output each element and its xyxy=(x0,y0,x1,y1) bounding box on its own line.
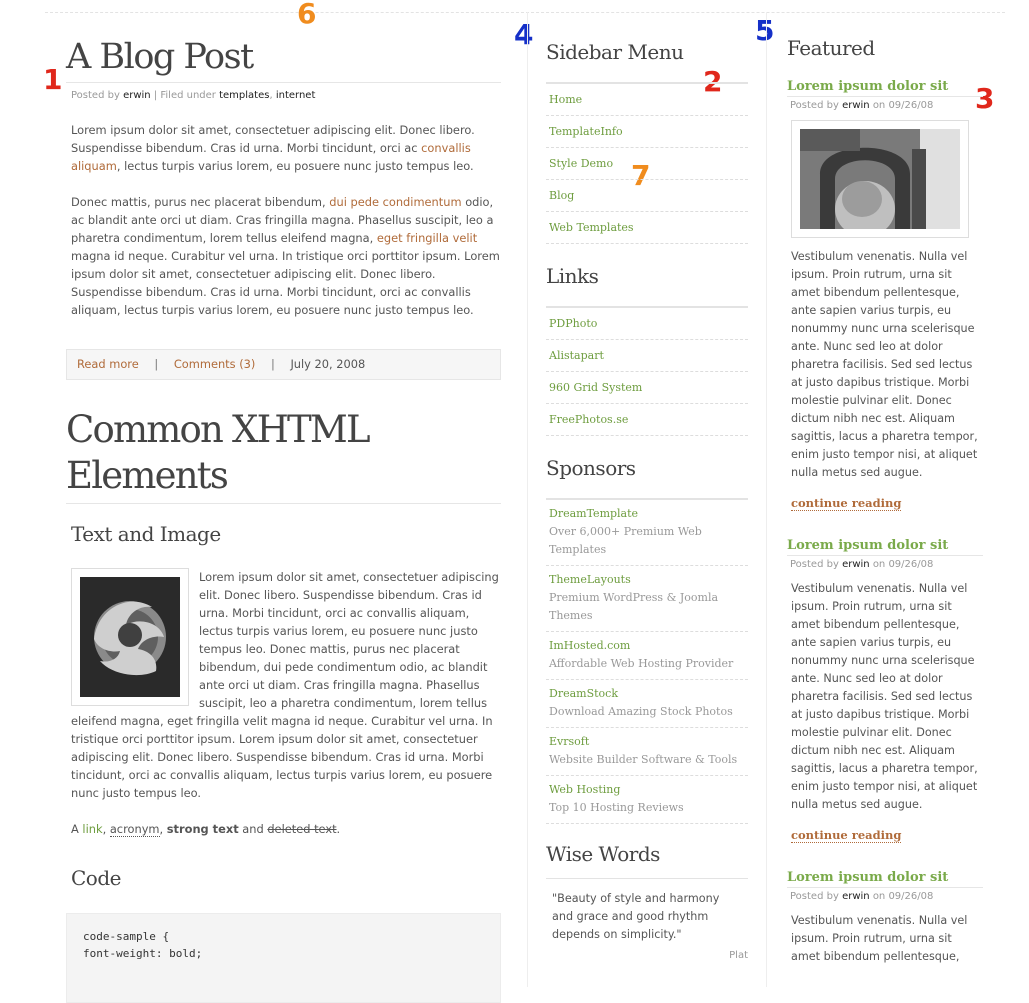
convallis-link[interactable]: convallis aliquam xyxy=(71,141,471,173)
links-list xyxy=(546,306,748,436)
firefox-logo-icon xyxy=(80,577,180,697)
text-image-body: Lorem ipsum dolor sit amet, consectetuer adipiscing elit. Donec libero. Suspendisse bibendum. Cras id urna. Morbi tincidunt, orci ac convallis aliquam, lectus turpis varius lorem, eu posuere nunc justo tempus leo. Donec mattis, purus nec placerat bibendum, dui pede condimentum odio, ac blandit ante orci ut diam. Cras fringilla magna. Phasellus suscipit, leo a pharetra condimentum, lorem tellus eleifend magna, eget fringilla velit magna id neque. Curabitur vel urna. In tristique orci porttitor ipsum. Lorem ipsum dolor sit amet, consectetuer adipiscing elit. Donec libero. Suspendisse bibendum. Cras id urna. Morbi tincidunt, orci ac convallis aliquam, lectus turpis varius lorem, eu posuere nunc justo tempus leo. xyxy=(71,570,499,800)
comments-link[interactable]: Comments (3) xyxy=(173,357,256,371)
sponsor-desc: Download Amazing Stock Photos xyxy=(549,705,733,718)
code-heading: Code xyxy=(71,866,121,890)
sidebar-item-home[interactable]: Home xyxy=(546,84,748,116)
inline-acronym: acronym xyxy=(109,822,160,836)
sponsor-desc: Website Builder Software & Tools xyxy=(549,753,738,766)
marker-7: 7 xyxy=(631,159,651,192)
link-item-alistapart[interactable]: Alistapart xyxy=(546,340,748,372)
featured-item-meta: Posted by erwin on 09/26/08 xyxy=(790,891,934,902)
sponsor-name[interactable]: DreamTemplate xyxy=(549,507,639,520)
featured-item-title[interactable]: Lorem ipsum dolor sit xyxy=(787,870,983,888)
links-title: Links xyxy=(546,264,599,288)
inline-elements: A link, acronym, strong text and deleted text. xyxy=(71,822,341,836)
sponsor-item[interactable] xyxy=(546,500,748,566)
marker-6: 6 xyxy=(297,0,317,30)
featured-item xyxy=(787,538,983,843)
top-divider xyxy=(45,12,1005,13)
sidebar-item-templateinfo[interactable]: TemplateInfo xyxy=(546,116,748,148)
featured-item-text: Vestibulum venenatis. Nulla vel ipsum. Proin rutrum, urna sit amet bibendum pellentesque, xyxy=(791,914,968,963)
sponsor-desc: Top 10 Hosting Reviews xyxy=(549,801,684,814)
sponsors-list xyxy=(546,498,748,824)
tag-link-internet[interactable]: internet xyxy=(275,90,316,101)
sponsor-name[interactable]: ThemeLayouts xyxy=(549,573,631,586)
sponsor-name[interactable]: ImHosted.com xyxy=(549,639,631,652)
sponsor-item[interactable] xyxy=(546,680,748,728)
sponsor-item[interactable] xyxy=(546,632,748,680)
post-date: July 20, 2008 xyxy=(290,357,366,371)
featured-item xyxy=(787,870,983,966)
sponsor-name[interactable]: Evrsoft xyxy=(549,735,590,748)
sidebar-item-blog[interactable]: Blog xyxy=(546,180,748,212)
featured-item xyxy=(787,79,983,511)
sponsor-desc: Over 6,000+ Premium Web Templates xyxy=(549,525,702,556)
text-image-heading: Text and Image xyxy=(71,522,221,546)
sponsors-title: Sponsors xyxy=(546,456,636,480)
inline-strong: strong text xyxy=(166,822,239,836)
marker-2: 2 xyxy=(703,65,723,98)
marker-1: 1 xyxy=(43,63,63,96)
featured-author-link[interactable]: erwin xyxy=(842,559,870,570)
stone-arch-photo-icon xyxy=(800,129,960,229)
sponsor-item[interactable] xyxy=(546,728,748,776)
sponsor-item[interactable] xyxy=(546,776,748,824)
post-footer: Read more | Comments (3) | July 20, 2008 xyxy=(66,349,501,380)
firefox-image xyxy=(71,568,189,706)
link-item-960-grid[interactable]: 960 Grid System xyxy=(546,372,748,404)
featured-item-meta: Posted by erwin on 09/26/08 xyxy=(790,100,934,111)
featured-item-text: Vestibulum venenatis. Nulla vel ipsum. Proin rutrum, urna sit amet bibendum pellentesque, ante sapien varius turpis, eu nonummy nunc urna scelerisque ante. Nunc sed leo at dolor pharetra facilisis. Sed sed lectus at justo dapibus tristique. Morbi molestie pulvinar elit. Donec dictum nibh nec est. Aliquam sagittis, lacus a pharetra tempor, enim justo tempor nisi, at aliquet nulla metus sed augue. xyxy=(791,250,978,479)
sidebar-item-style-demo[interactable]: Style Demo xyxy=(546,148,748,180)
read-more-link[interactable]: Read more xyxy=(77,357,139,371)
common-elements-title: Common XHTML Elements xyxy=(66,408,369,497)
post-title[interactable]: A Blog Post xyxy=(66,37,253,77)
wise-words-author: Plat xyxy=(729,950,748,961)
sponsor-name[interactable]: DreamStock xyxy=(549,687,618,700)
sponsor-name[interactable]: Web Hosting xyxy=(549,783,621,796)
post-paragraph-1: Lorem ipsum dolor sit amet, consectetuer adipiscing elit. Donec libero. Suspendisse bibendum. Cras id urna. Morbi tincidunt, orci ac convallis aliquam, lectus turpis varius lorem, eu posuere nunc justo tempus leo. xyxy=(71,123,475,173)
dui-pede-link[interactable]: dui pede condimentum xyxy=(329,195,462,209)
featured-author-link[interactable]: erwin xyxy=(842,891,870,902)
link-item-freephotos[interactable]: FreePhotos.se xyxy=(546,404,748,436)
continue-reading-link[interactable]: continue reading xyxy=(791,496,902,510)
sidebar-menu-title: Sidebar Menu xyxy=(546,40,684,64)
sidebar-item-web-templates[interactable]: Web Templates xyxy=(546,212,748,244)
featured-image xyxy=(791,120,969,238)
featured-column xyxy=(787,36,983,966)
marker-5: 5 xyxy=(755,14,775,47)
main-column xyxy=(66,36,501,1003)
post-meta: Posted by erwin | Filed under templates, internet xyxy=(71,90,316,101)
post-paragraph-2: Donec mattis, purus nec placerat bibendum, dui pede condimentum odio, ac blandit ante orci ut diam. Cras fringilla magna. Phasellus suscipit, leo a pharetra condimentum, lorem tellus eleifend magna, eget fringilla velit magna id neque. Curabitur vel urna. In tristique orci porttitor ipsum. Lorem ipsum dolor sit amet, consectetuer adipiscing elit. Donec libero. Suspendisse bibendum. Cras id urna. Morbi tincidunt, orci ac convallis aliquam, lectus turpis varius lorem, eu posuere nunc justo tempus leo. xyxy=(71,195,500,317)
inline-link[interactable]: link xyxy=(82,822,103,836)
marker-3: 3 xyxy=(975,82,995,115)
wise-words-title: Wise Words xyxy=(546,842,660,866)
continue-reading-link[interactable]: continue reading xyxy=(791,828,902,842)
post-author-link[interactable]: erwin xyxy=(123,90,151,101)
sidebar-menu-list xyxy=(546,82,748,244)
featured-item-title[interactable]: Lorem ipsum dolor sit xyxy=(787,538,983,556)
sponsor-desc: Affordable Web Hosting Provider xyxy=(549,657,734,670)
marker-4: 4 xyxy=(514,18,534,51)
featured-author-link[interactable]: erwin xyxy=(842,100,870,111)
inline-deleted: deleted text xyxy=(267,822,337,836)
link-item-pdphoto[interactable]: PDPhoto xyxy=(546,308,748,340)
sponsor-desc: Premium WordPress & Joomla Themes xyxy=(549,591,719,622)
sponsor-item[interactable] xyxy=(546,566,748,632)
wise-words-quote: "Beauty of style and harmony and grace and good rhythm depends on simplicity." xyxy=(546,878,748,944)
featured-title: Featured xyxy=(787,36,875,60)
code-sample-block: code-sample { font-weight: bold; xyxy=(66,913,501,1003)
tag-link-templates[interactable]: templates xyxy=(219,90,270,101)
sidebar xyxy=(527,12,767,987)
featured-item-text: Vestibulum venenatis. Nulla vel ipsum. Proin rutrum, urna sit amet bibendum pellentesque, ante sapien varius turpis, eu nonummy nunc urna scelerisque ante. Nunc sed leo at dolor pharetra facilisis. Sed sed lectus at justo dapibus tristique. Morbi molestie pulvinar elit. Donec dictum nibh nec est. Aliquam sagittis, lacus a pharetra tempor, enim justo tempor nisi, at aliquet nulla metus sed augue. xyxy=(791,582,978,811)
featured-item-title[interactable]: Lorem ipsum dolor sit xyxy=(787,79,983,97)
featured-item-meta: Posted by erwin on 09/26/08 xyxy=(790,559,934,570)
eget-fringilla-link[interactable]: eget fringilla velit xyxy=(376,231,478,245)
